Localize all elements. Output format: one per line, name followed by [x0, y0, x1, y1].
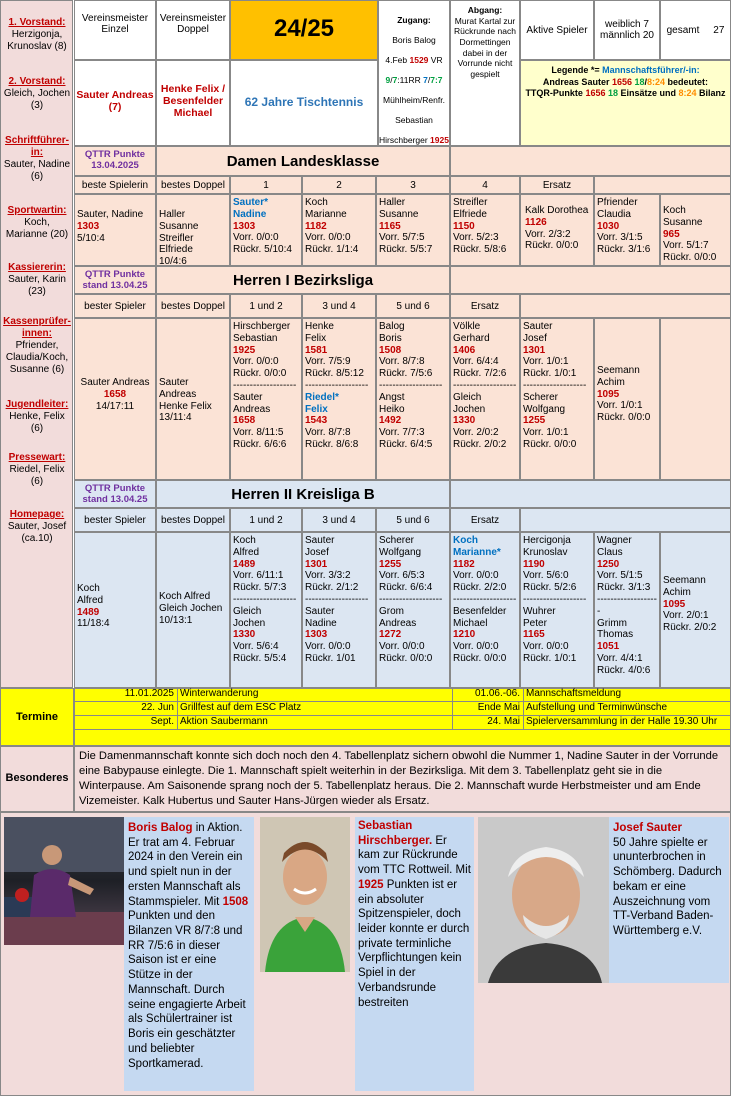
- h1-col5: Sauter Josef 1301 Vorr. 1/0:1 Rückr. 1/0:1 ------------------- Scherer Wolfgang 1255 Vorr. 1/0:1 Rückr. 0/0:0: [520, 318, 594, 480]
- gesamt-count: gesamt 27: [660, 0, 731, 60]
- officer-5: [3, 262, 71, 298]
- damen-h-dop: bestes Doppel: [156, 176, 230, 194]
- officer-title: 1. Vorstand:: [8, 17, 66, 28]
- h2-qttr: QTTR Punkte stand 13.04.25: [74, 480, 156, 508]
- termin-row: 11.01.2025 Winterwanderung 01.06.-06. Mannschaftsmeldung: [74, 688, 731, 702]
- officer-name: Sauter, Nadine (6): [3, 159, 71, 182]
- h1-h1: 1 und 2: [230, 294, 302, 318]
- h1-title: Herren I Bezirksliga: [156, 266, 450, 294]
- officer-6: [3, 316, 71, 376]
- officer-title: Homepage:: [9, 509, 65, 520]
- damen-dop: Haller Susanne Streifler Elfriede 10/4:6: [156, 194, 230, 266]
- damen-h3: 3: [376, 176, 450, 194]
- officer-4: [3, 205, 71, 241]
- damen-h2: 2: [302, 176, 376, 194]
- termin-row: 22. Jun Grillfest auf dem ESC Platz Ende Mai Aufstellung und Terminwünsche: [74, 702, 731, 716]
- photo-boris: [4, 817, 124, 945]
- zugang-line: Boris Balog: [392, 35, 436, 46]
- termine-rows: [74, 688, 731, 746]
- h2-h-dop: bestes Doppel: [156, 508, 230, 532]
- officer-title: Jugendleiter:: [5, 399, 69, 410]
- damen-p2: Koch Marianne 1182 Vorr. 0/0:0 Rückr. 1/1:4: [302, 194, 376, 266]
- abgang-title: Abgang:: [467, 5, 503, 15]
- officer-8: [3, 452, 71, 488]
- gender-count: weiblich 7 männlich 20: [594, 0, 660, 60]
- h1-h-fill: [520, 294, 731, 318]
- h1-best: Sauter Andreas 1658 14/17:11: [74, 318, 156, 480]
- h2-col2: Sauter Josef 1301 Vorr. 3/3:2 Rückr. 2/1:2 ------------------- Sauter Nadine 1303 Vorr. 0/0:0 Rückr. 1/01: [302, 532, 376, 688]
- officer-name: Koch, Marianne (20): [5, 217, 69, 240]
- story-name: Josef Sauter: [613, 822, 683, 834]
- aktive-spieler: Aktive Spieler: [520, 0, 594, 60]
- damen-h-best: beste Spielerin: [74, 176, 156, 194]
- h2-hE: Ersatz: [450, 508, 520, 532]
- story-boris: Boris Balog in Aktion. Er trat am 4. Februar 2024 in den Verein ein und spielt nun in der ersten Mannschaft als Stammspieler. Mit 1508 Punkten und den Bilanzen VR 8/7:8 und RR 7/5:6 in dieser Saison ist er eine Stütze in der Mannschaft. Durch seine engagierte Arbeit als Schülertrainer ist Boris ein geschätzter und beliebter Sportkamerad.: [124, 817, 254, 1091]
- officers-column: [0, 0, 73, 688]
- h1-header-fill: [450, 266, 731, 294]
- officer-title: Schriftführer-in:: [5, 135, 69, 158]
- player-photo-icon: [478, 817, 609, 983]
- besonderes-label: Besonderes: [0, 746, 74, 812]
- h2-col4: Koch Marianne* 1182 Vorr. 0/0:0 Rückr. 2/2:0 ------------------- Besenfelder Michael 1210 Vorr. 0/0:0 Rückr. 0/0:0: [450, 532, 520, 688]
- h2-col6: Wagner Claus 1250 Vorr. 5/1:5 Rückr. 3/1:3 ------------------- Grimm Thomas 1051 Vorr. 4/4:1 Rückr. 4/0:6: [594, 532, 660, 688]
- h2-col1: Koch Alfred 1489 Vorr. 6/11:1 Rückr. 5/7:3 ------------------- Gleich Jochen 1330 Vorr. 5/6:4 Rückr. 5/5:4: [230, 532, 302, 688]
- story-name: Boris Balog: [128, 822, 193, 834]
- h1-col4: Völkle Gerhard 1406 Vorr. 6/4:4 Rückr. 7/2:6 ------------------- Gleich Jochen 1330 Vorr. 2/0:2 Rückr. 2/0:2: [450, 318, 520, 480]
- damen-p4: Streifler Elfriede 1150 Vorr. 5/2:3 Rückr. 5/8:6: [450, 194, 520, 266]
- h1-hE: Ersatz: [450, 294, 520, 318]
- officer-name: Henke, Felix (6): [9, 411, 65, 434]
- h2-header-fill: [450, 480, 731, 508]
- officer-name: Sauter, Josef (ca.10): [7, 521, 67, 544]
- h1-h3: 5 und 6: [376, 294, 450, 318]
- damen-qttr: QTTR Punkte 13.04.2025: [74, 146, 156, 176]
- damen-p1: Sauter* Nadine 1303 Vorr. 0/0:0 Rückr. 5/10:4: [230, 194, 302, 266]
- officer-2: [3, 76, 71, 112]
- officer-9: [3, 509, 71, 545]
- zugang-box: Zugang: Boris Balog 4.Feb 1529 VR 9/7:11RR 7/7:7 Mühlheim/Renfr. Sebastian Hirschberger 1925: [378, 0, 450, 146]
- h1-col2: Henke Felix 1581 Vorr. 7/5:9 Rückr. 8/5:12 ------------------- Riedel* Felix 1543 Vorr. 8/7:8 Rückr. 8/6:8: [302, 318, 376, 480]
- officer-3: [3, 135, 71, 183]
- photo-sebastian: [260, 817, 350, 972]
- player-photo-icon: [260, 817, 350, 972]
- zugang-title: Zugang:: [397, 15, 431, 26]
- h2-best: Koch Alfred 1489 11/18:4: [74, 532, 156, 688]
- story-sebastian: Sebastian Hirschberger. Er kam zur Rückrunde vom TTC Rottweil. Mit 1925 Punkten ist er ein absoluter Spitzenspieler, doch leider konnte er durch private terminliche Verpflichtungen kein Spiel in der Verbandsrunde bestreiten: [355, 817, 474, 1091]
- vm-doppel-name: Henke Felix / Besenfelder Michael: [156, 60, 230, 146]
- h1-col3: Balog Boris 1508 Vorr. 8/7:8 Rückr. 7/5:6 ------------------- Angst Heiko 1492 Vorr. 7/7:3 Rückr. 6/4:5: [376, 318, 450, 480]
- officer-7: [3, 399, 71, 435]
- story-josef: Josef Sauter 50 Jahre spielte er ununterbrochen in Schömberg. Dadurch bekam er eine Auszeichnung vom TT-Verband Baden-Württemberg e.V.: [609, 817, 729, 983]
- h2-dop: Koch Alfred Gleich Jochen 10/13:1: [156, 532, 230, 688]
- vm-einzel-name: Sauter Andreas (7): [74, 60, 156, 146]
- damen-p6: Pfriender Claudia 1030 Vorr. 3/1:5 Rückr. 3/1:6: [594, 194, 660, 266]
- officer-title: Pressewart:: [8, 452, 66, 463]
- legende-box: Legende *= Mannschaftsführer/-in: Andreas Sauter 1656 18/8:24 bedeutet: TTQR-Punkte 1656 18 Einsätze und 8:24 Bilanz: [520, 60, 731, 146]
- season-title: 24/25: [230, 0, 378, 60]
- officer-name: Riedel, Felix (6): [9, 464, 65, 487]
- termin-row: Sept. Aktion Saubermann 24. Mai Spielerversammlung in der Halle 19.30 Uhr: [74, 716, 731, 730]
- damen-h-fill: [594, 176, 731, 194]
- damen-h4: 4: [450, 176, 520, 194]
- h2-h2: 3 und 4: [302, 508, 376, 532]
- abgang-box: [450, 0, 520, 146]
- officer-1: [3, 17, 71, 53]
- h1-col7: [660, 318, 731, 480]
- h1-dop: Sauter Andreas Henke Felix 13/11:4: [156, 318, 230, 480]
- h1-qttr: QTTR Punkte stand 13.04.25: [74, 266, 156, 294]
- h2-h-fill: [520, 508, 731, 532]
- photo-josef: [478, 817, 609, 983]
- h1-col6: Seemann Achim 1095 Vorr. 1/0:1 Rückr. 0/0:0: [594, 318, 660, 480]
- damen-h1: 1: [230, 176, 302, 194]
- h2-h1: 1 und 2: [230, 508, 302, 532]
- vm-doppel-header: Vereinsmeister Doppel: [156, 0, 230, 60]
- h2-h-best: bester Spieler: [74, 508, 156, 532]
- officer-name: Gleich, Jochen (3): [3, 88, 71, 111]
- officer-title: Kassenprüfer-innen:: [3, 316, 71, 339]
- besonderes-text: Die Damenmannschaft konnte sich doch noch den 4. Tabellenplatz sichern obwohl die Nummer 1, Nadine Sauter in der Vorrunde eine Babypause einlegte. Die 1. Mannschaft spielt weiterhin in der Bezirksliga. Mit dem 3. Tabellenplatz geht sie in die Winterpause. Am Saisonende sprang noch der 5. Tabellenplatz heraus. Die 2. Mannschaft wurde Herbstmeister und am Ende Vizemeister. Kalk Hubertus und Sauter Hans-Jürgen wieder als Ersatz.: [74, 746, 731, 812]
- officer-name: Pfriender, Claudia/Koch, Susanne (6): [5, 340, 69, 375]
- jahre-tischtennis: 62 Jahre Tischtennis: [230, 60, 378, 146]
- officer-title: Sportwartin:: [7, 205, 67, 216]
- damen-p7: Koch Susanne 965 Vorr. 5/1:7 Rückr. 0/0:0: [660, 194, 731, 266]
- h2-col5: Hercigonja Krunoslav 1190 Vorr. 5/6:0 Rückr. 5/2:6 ------------------- Wuhrer Peter 1165 Vorr. 0/0:0 Rückr. 1/0:1: [520, 532, 594, 688]
- damen-p5: Kalk Dorothea 1126 Vorr. 2/3:2 Rückr. 0/0:0: [520, 194, 594, 266]
- h2-col3: Scherer Wolfgang 1255 Vorr. 6/5:3 Rückr. 6/6:4 ------------------- Grom Andreas 1272 Vorr. 0/0:0 Rückr. 0/0:0: [376, 532, 450, 688]
- h2-title: Herren II Kreisliga B: [156, 480, 450, 508]
- damen-header-fill: [450, 146, 731, 176]
- player-photo-icon: [4, 817, 124, 945]
- damen-best: Sauter, Nadine 1303 5/10:4: [74, 194, 156, 266]
- h1-h-best: bester Spieler: [74, 294, 156, 318]
- termine-label: Termine: [0, 688, 74, 746]
- officer-title: 2. Vorstand:: [8, 76, 66, 87]
- h1-h2: 3 und 4: [302, 294, 376, 318]
- h2-h3: 5 und 6: [376, 508, 450, 532]
- vm-einzel-header: Vereinsmeister Einzel: [74, 0, 156, 60]
- damen-title: Damen Landesklasse: [156, 146, 450, 176]
- officer-name: Sauter, Karin (23): [8, 274, 66, 297]
- story-name: Sebastian Hirschberger.: [358, 820, 433, 847]
- damen-hE: Ersatz: [520, 176, 594, 194]
- h2-col7: Seemann Achim 1095 Vorr. 2/0:1 Rückr. 2/0:2: [660, 532, 731, 688]
- h1-col1: Hirschberger Sebastian 1925 Vorr. 0/0:0 Rückr. 0/0:0 ------------------- Sauter Andreas 1658 Vorr. 8/11:5 Rückr. 6/6:6: [230, 318, 302, 480]
- h1-h-dop: bestes Doppel: [156, 294, 230, 318]
- officer-title: Kassiererin:: [8, 262, 66, 273]
- damen-p3: Haller Susanne 1165 Vorr. 5/7:5 Rückr. 5/5:7: [376, 194, 450, 266]
- abgang-text: Murat Kartal zur Rückrunde nach Dormettingen dabei in der Vorrunde nicht gespielt: [454, 15, 516, 79]
- officer-name: Herzigonja, Krunoslav (8): [7, 29, 67, 52]
